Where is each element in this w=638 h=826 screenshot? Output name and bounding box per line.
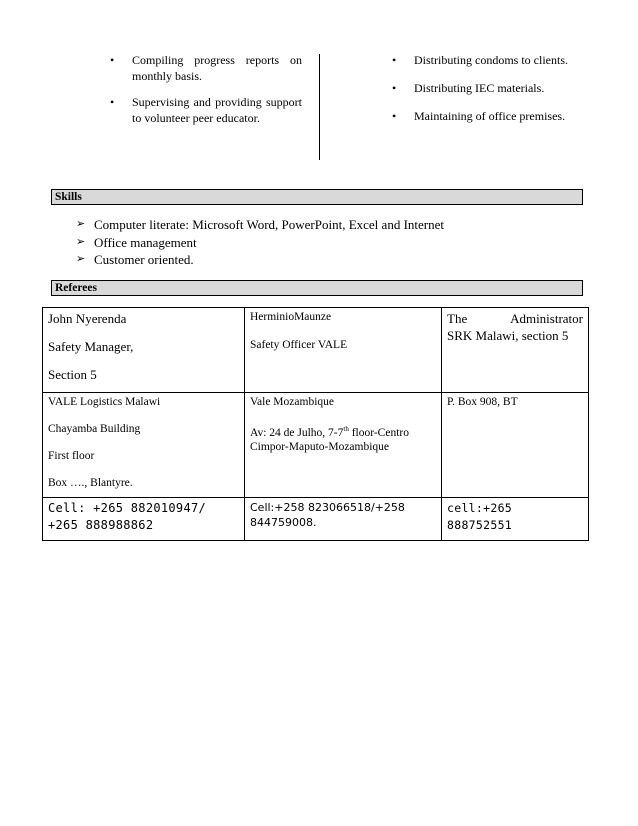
bullet-icon: • <box>392 81 397 95</box>
referees-table <box>42 307 589 541</box>
referee-cell <box>245 498 442 541</box>
skill-item <box>76 216 596 234</box>
referee-title: Safety Officer VALE <box>250 339 348 351</box>
bullet-icon: • <box>110 95 115 109</box>
referee-org: Vale Mozambique <box>250 396 334 408</box>
bullet-icon: • <box>110 53 115 67</box>
duty-text: Maintaining of office premises. <box>414 109 566 123</box>
referee-cell <box>245 393 442 498</box>
referee-title-a: The <box>447 311 468 326</box>
referee-box: Box …., Blantyre. <box>48 477 133 489</box>
skill-item <box>76 234 596 252</box>
duty-item <box>388 80 586 96</box>
referees-heading: Referees <box>51 280 583 296</box>
referee-address: Av: 24 de Julho, 7-7th floor-Centro Cimpor-Maputo-Mozambique <box>250 425 409 453</box>
referee-title-b: Administrator <box>510 311 583 326</box>
table-row <box>43 393 589 498</box>
referee-building: Chayamba Building <box>48 423 141 435</box>
skills-heading: Skills <box>51 189 583 205</box>
duty-item <box>388 52 586 68</box>
table-row <box>43 308 589 393</box>
referee-section: Section 5 <box>48 367 97 382</box>
skill-text: Computer literate: Microsoft Word, PowerPoint, Excel and Internet <box>94 217 444 232</box>
referee-cell <box>442 393 589 498</box>
referee-title-line <box>447 310 583 327</box>
skills-list <box>76 216 596 269</box>
duty-text: Compiling progress reports on monthly basis. <box>132 53 302 83</box>
referee-cell-phone: cell:+265 888752551 <box>447 501 513 532</box>
referee-name: HerminioMaunze <box>250 311 332 323</box>
referee-cell-phone: Cell:+258 823066518/+258 844759008. <box>250 501 405 529</box>
table-row <box>43 498 589 541</box>
duties-right-column <box>388 52 586 136</box>
skill-text: Customer oriented. <box>94 252 194 267</box>
referee-cell <box>43 308 245 393</box>
skill-text: Office management <box>94 234 197 250</box>
bullet-icon: • <box>392 109 397 123</box>
arrow-bullet-icon: ➢ <box>76 218 86 230</box>
referee-org: VALE Logistics Malawi <box>48 396 161 408</box>
duty-item <box>106 52 302 84</box>
referee-cell <box>442 498 589 541</box>
referee-name: John Nyerenda <box>48 311 127 326</box>
referee-floor: First floor <box>48 450 95 462</box>
duty-text: Distributing condoms to clients. <box>414 53 568 67</box>
arrow-bullet-icon: ➢ <box>76 253 86 265</box>
bullet-icon: • <box>392 53 397 67</box>
duty-text: Supervising and providing support to volunteer peer educator. <box>132 95 302 125</box>
referee-cell-phone: Cell: +265 882010947/ +265 888988862 <box>48 501 207 532</box>
referee-cell <box>442 308 589 393</box>
referee-cell <box>245 308 442 393</box>
duty-item <box>388 108 586 124</box>
referee-cell <box>43 393 245 498</box>
duties-left-column <box>106 52 302 136</box>
referee-box: P. Box 908, BT <box>447 396 518 408</box>
duty-item <box>106 94 302 126</box>
referee-cell <box>43 498 245 541</box>
referee-title: Safety Manager, <box>48 339 134 354</box>
referee-org: SRK Malawi, section 5 <box>447 328 569 343</box>
skill-item <box>76 251 596 269</box>
column-divider <box>319 54 320 160</box>
duty-text: Distributing IEC materials. <box>414 81 545 95</box>
arrow-bullet-icon: ➢ <box>76 235 86 248</box>
